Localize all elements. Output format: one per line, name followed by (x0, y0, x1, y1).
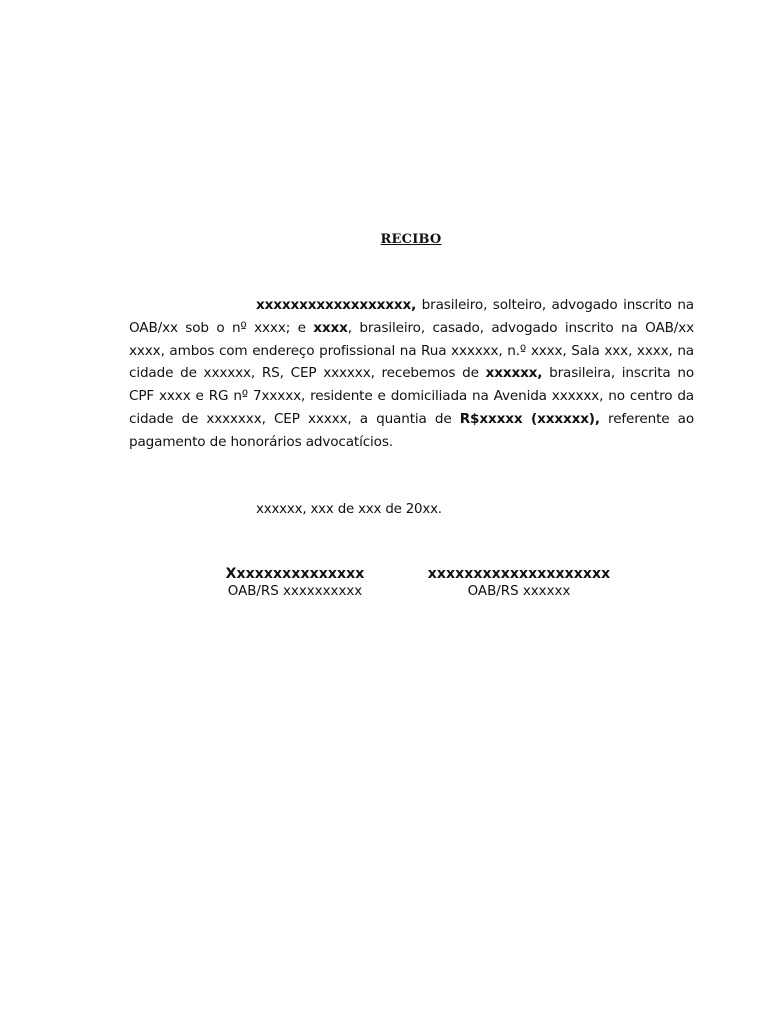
paragraph-segment: referente ao pagamento de honorários advocatícios. (129, 410, 694, 450)
signature-block-right (424, 566, 614, 599)
paragraph-segment: , brasileiro, casado, advogado inscrito na OAB/xx xxxx, ambos com endereço profissional na Rua xxxxxx, n.º xxxx, Sala xxx, xxxx, na cidade de xxxxxx, RS, CEP xxxxxx, recebemos de (129, 319, 694, 382)
signatory-oab: OAB/RS xxxxxxxxxx (227, 584, 363, 599)
document-title: RECIBO (380, 232, 442, 247)
signatory-name: Xxxxxxxxxxxxxxx (225, 566, 365, 582)
payer-name: xxxxxx, (485, 365, 543, 382)
signatory-name: xxxxxxxxxxxxxxxxxxxx (427, 566, 611, 582)
payee-name-2: xxxx (313, 319, 348, 336)
signature-block-left (200, 566, 390, 599)
paragraph-segment: brasileira, inscrita no CPF xxxx e RG nº 7xxxxx, residente e domiciliada na Avenida xxxxxx, no centro da cidade de xxxxxxx, CEP xxxxx, a quantia de (129, 365, 694, 427)
receipt-paragraph (129, 294, 694, 454)
payee-name-1: xxxxxxxxxxxxxxxxxx, (256, 297, 417, 313)
signatory-oab: OAB/RS xxxxxx (467, 584, 571, 599)
paragraph-segment: brasileiro, solteiro, advogado inscrito na OAB/xx sob o nº xxxx; e (129, 297, 694, 336)
amount: R$xxxxx (xxxxxx), (459, 410, 600, 427)
date-line: xxxxxx, xxx de xxx de 20xx. (256, 502, 442, 517)
